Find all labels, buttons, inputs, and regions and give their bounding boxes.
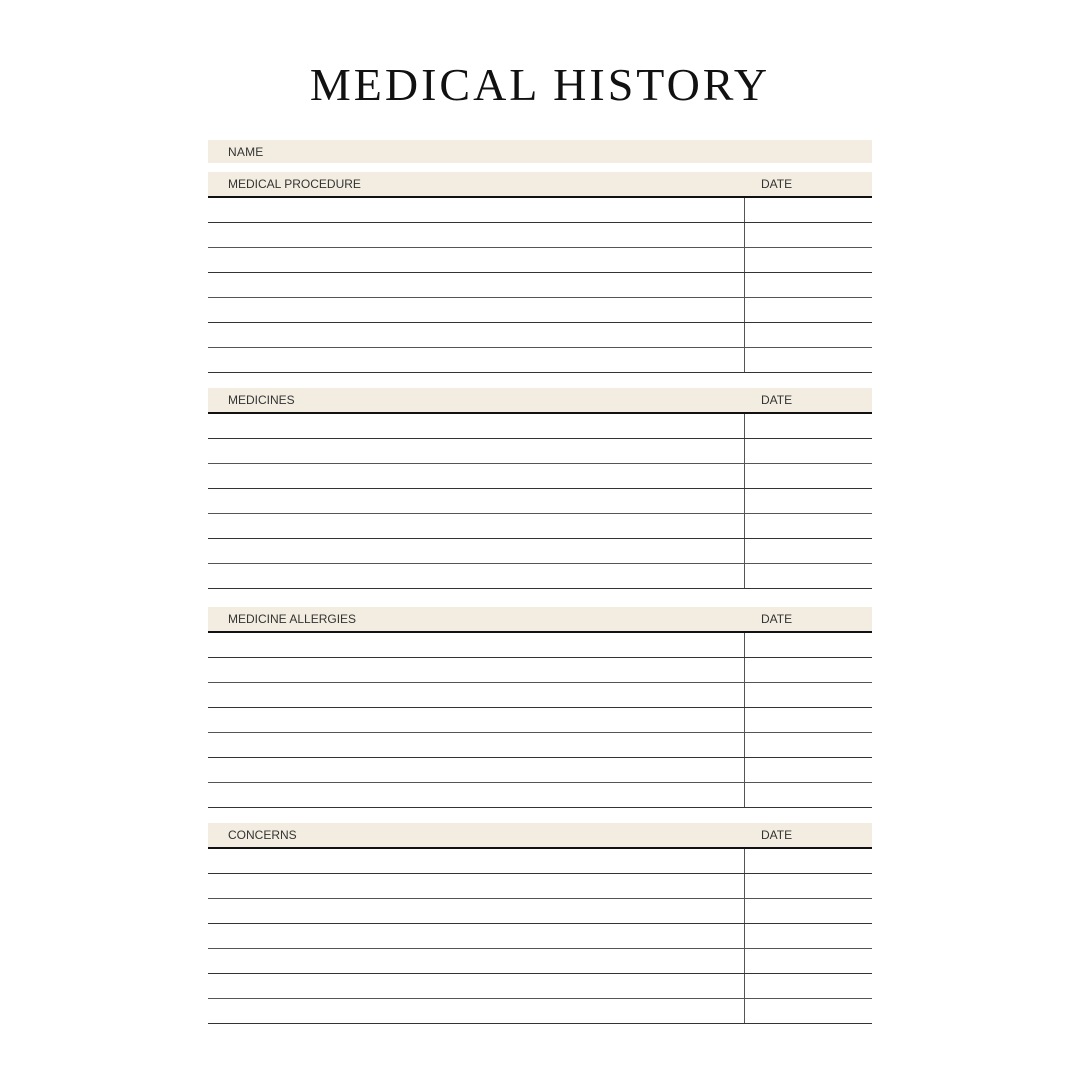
table-row [208,514,872,539]
entry-cell[interactable] [208,248,744,272]
table-row [208,489,872,514]
entry-cell[interactable] [208,464,744,488]
entry-cell[interactable] [208,633,744,657]
section-label: CONCERNS [228,828,297,842]
table-row [208,899,872,924]
date-cell[interactable] [744,633,873,657]
name-label: NAME [228,145,264,159]
section-medical-procedure [208,172,872,373]
date-cell[interactable] [744,323,873,347]
entry-cell[interactable] [208,899,744,923]
date-cell[interactable] [744,414,873,438]
page-title: MEDICAL HISTORY [309,59,771,110]
date-cell[interactable] [744,489,873,513]
table-row [208,974,872,999]
table-row [208,248,872,273]
table-row [208,633,872,658]
section-header [208,823,872,849]
table-row [208,348,872,373]
entry-cell[interactable] [208,223,744,247]
entry-cell[interactable] [208,564,744,588]
date-cell[interactable] [744,974,873,998]
table-row [208,999,872,1024]
section-header [208,172,872,198]
date-cell[interactable] [744,658,873,682]
entry-cell[interactable] [208,783,744,807]
date-column-label: DATE [761,177,793,191]
date-cell[interactable] [744,273,873,297]
date-column-label: DATE [761,828,793,842]
entry-cell[interactable] [208,733,744,757]
table-row [208,464,872,489]
table-row [208,323,872,348]
entry-cell[interactable] [208,514,744,538]
section-header [208,607,872,633]
entry-cell[interactable] [208,489,744,513]
table-row [208,298,872,323]
date-cell[interactable] [744,849,873,873]
table-row [208,849,872,874]
date-cell[interactable] [744,999,873,1023]
section-rows [208,849,872,1024]
table-row [208,874,872,899]
entry-cell[interactable] [208,414,744,438]
table-row [208,949,872,974]
table-row [208,539,872,564]
date-cell[interactable] [744,464,873,488]
entry-cell[interactable] [208,439,744,463]
table-row [208,414,872,439]
date-cell[interactable] [744,539,873,563]
date-cell[interactable] [744,874,873,898]
name-field[interactable] [208,140,872,163]
section-rows [208,633,872,808]
date-cell[interactable] [744,198,873,222]
entry-cell[interactable] [208,708,744,732]
entry-cell[interactable] [208,758,744,782]
entry-cell[interactable] [208,348,744,372]
table-row [208,273,872,298]
entry-cell[interactable] [208,323,744,347]
section-concerns [208,823,872,1024]
entry-cell[interactable] [208,999,744,1023]
section-medicine-allergies [208,607,872,808]
table-row [208,783,872,808]
date-cell[interactable] [744,348,873,372]
entry-cell[interactable] [208,874,744,898]
entry-cell[interactable] [208,924,744,948]
date-cell[interactable] [744,733,873,757]
entry-cell[interactable] [208,949,744,973]
table-row [208,683,872,708]
entry-cell[interactable] [208,539,744,563]
table-row [208,439,872,464]
date-cell[interactable] [744,949,873,973]
section-label: MEDICAL PROCEDURE [228,177,361,191]
table-row [208,564,872,589]
table-row [208,733,872,758]
date-cell[interactable] [744,758,873,782]
section-header [208,388,872,414]
date-cell[interactable] [744,899,873,923]
date-cell[interactable] [744,683,873,707]
table-row [208,198,872,223]
date-cell[interactable] [744,298,873,322]
entry-cell[interactable] [208,658,744,682]
table-row [208,708,872,733]
section-label: MEDICINE ALLERGIES [228,612,357,626]
entry-cell[interactable] [208,974,744,998]
date-cell[interactable] [744,708,873,732]
date-column-label: DATE [761,612,793,626]
section-label: MEDICINES [228,393,295,407]
entry-cell[interactable] [208,273,744,297]
entry-cell[interactable] [208,849,744,873]
date-column-label: DATE [761,393,793,407]
date-cell[interactable] [744,564,873,588]
date-cell[interactable] [744,439,873,463]
date-cell[interactable] [744,248,873,272]
date-cell[interactable] [744,223,873,247]
table-row [208,658,872,683]
table-row [208,223,872,248]
section-rows [208,414,872,589]
entry-cell[interactable] [208,683,744,707]
table-row [208,924,872,949]
date-cell[interactable] [744,514,873,538]
section-medicines [208,388,872,589]
entry-cell[interactable] [208,298,744,322]
date-cell[interactable] [744,924,873,948]
entry-cell[interactable] [208,198,744,222]
section-rows [208,198,872,373]
date-cell[interactable] [744,783,873,807]
table-row [208,758,872,783]
